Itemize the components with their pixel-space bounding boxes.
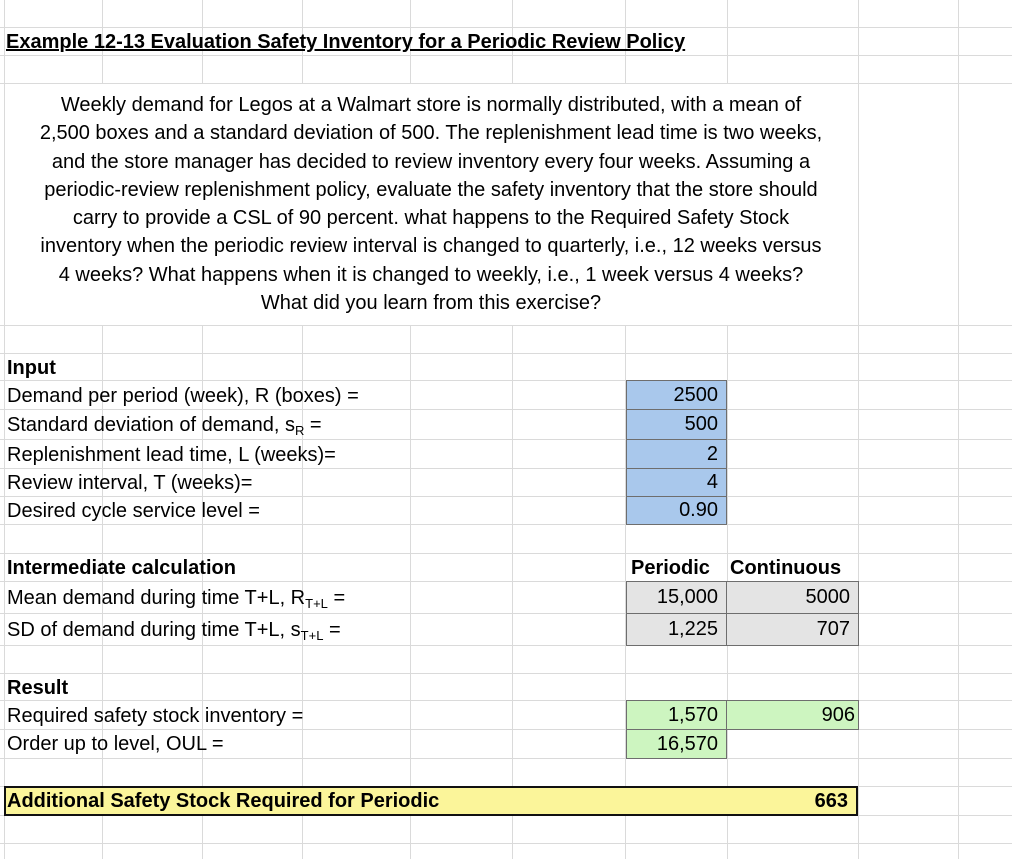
problem-line: Weekly demand for Legos at a Walmart store is normally distributed, with a mean of [60, 94, 802, 116]
problem-line: carry to provide a CSL of 90 percent. what happens to the Required Safety Stock [72, 207, 790, 230]
problem-line: What did you learn from this exercise? [260, 292, 602, 315]
input-header: Input [7, 357, 56, 379]
problem-line: inventory when the periodic review interval is changed to quarterly, i.e., 12 weeks versus [40, 235, 822, 258]
safety-stock-continuous-cell[interactable]: 906 [726, 700, 859, 730]
sd-periodic-cell[interactable]: 1,225 [626, 613, 727, 646]
review-interval-input-cell[interactable]: 4 [626, 468, 727, 497]
mean-continuous-cell[interactable]: 5000 [726, 581, 859, 614]
result-header: Result [7, 677, 69, 699]
col-header-periodic: Periodic [631, 557, 710, 579]
sd-demand-label: Standard deviation of demand, $s_R$ = [7, 414, 322, 438]
intermediate-header: Intermediate calculation [7, 557, 236, 579]
problem-line: and the store manager has decided to review inventory every four weeks. Assuming a [51, 150, 811, 173]
mean-demand-label: Mean demand during time T+L, $R_{T+L}$ = [7, 587, 346, 611]
problem-line: 4 weeks? What happens when it is changed to weekly, i.e., 1 week versus 4 weeks? [58, 263, 804, 286]
safety-stock-periodic-cell[interactable]: 1,570 [626, 700, 727, 730]
additional-safety-stock-value[interactable]: 663 [814, 790, 848, 812]
problem-statement [0, 91, 862, 317]
problem-line: 2,500 boxes and a standard deviation of 500. The replenishment lead time is two weeks, [39, 122, 823, 145]
sheet-title: Example 12-13 Evaluation Safety Inventory for a Periodic Review Policy [6, 31, 686, 53]
lead-time-input-cell[interactable]: 2 [626, 439, 727, 469]
additional-safety-stock-label: Additional Safety Stock Required for Periodic [7, 790, 440, 812]
mean-periodic-cell[interactable]: 15,000 [626, 581, 727, 614]
problem-line: periodic-review replenishment policy, evaluate the safety inventory that the store should [44, 178, 818, 201]
sd-input-cell[interactable]: 500 [626, 409, 727, 440]
sd-continuous-cell[interactable]: 707 [726, 613, 859, 646]
review-interval-label: Review interval, T (weeks)= [7, 472, 253, 494]
demand-label: Demand per period (week), R (boxes) = [7, 385, 359, 407]
col-header-continuous: Continuous [730, 557, 842, 579]
csl-input-cell[interactable]: 0.90 [626, 496, 727, 525]
csl-label: Desired cycle service level = [7, 500, 260, 522]
sd-demand-tl-label: SD of demand during time T+L, $s_{T+L}$ = [7, 619, 341, 643]
demand-input-cell[interactable]: 2500 [626, 380, 727, 410]
oul-periodic-cell[interactable]: 16,570 [626, 729, 727, 759]
safety-stock-label: Required safety stock inventory = [7, 705, 304, 727]
oul-label: Order up to level, OUL = [7, 733, 224, 755]
lead-time-label: Replenishment lead time, L (weeks)= [7, 444, 336, 466]
